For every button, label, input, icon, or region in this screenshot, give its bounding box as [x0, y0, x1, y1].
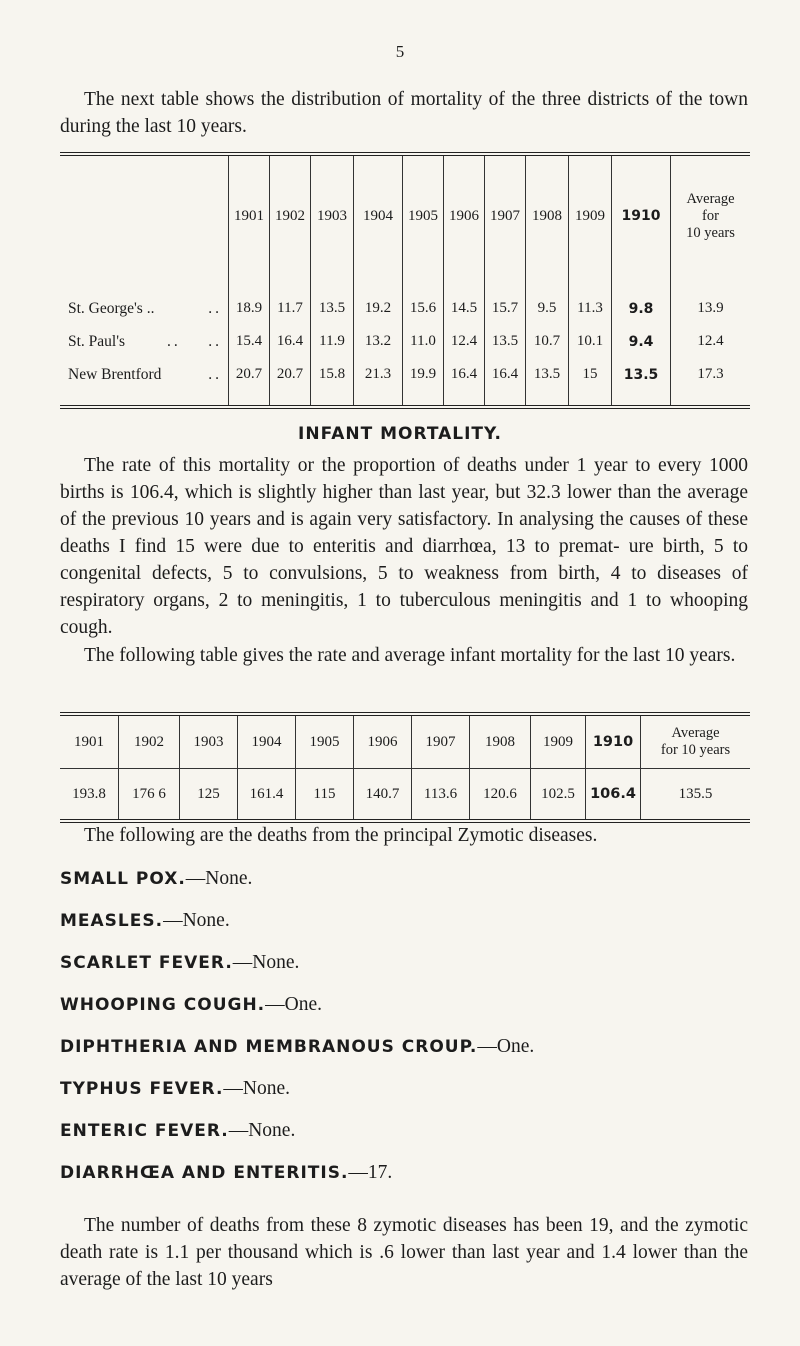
year-header: 1910 [612, 154, 671, 276]
year-header: 1907 [412, 714, 470, 769]
year-header: 1908 [526, 154, 569, 276]
rate-cell: 15.6 [403, 276, 444, 325]
rate-cell: 13.2 [354, 325, 403, 358]
year-header: 1907 [485, 154, 526, 276]
disease-count: —None. [228, 1120, 296, 1141]
rate-cell: 11.7 [270, 276, 311, 325]
district-name-cell [60, 325, 229, 358]
rate-cell: 115 [296, 769, 354, 822]
disease-name: TYPHUS FEVER. [60, 1079, 224, 1099]
rate-cell: 140.7 [354, 769, 412, 822]
district-name: St. Paul's [68, 332, 126, 350]
average-header [641, 714, 751, 769]
infant-mortality-heading: INFANT MORTALITY. [298, 424, 502, 444]
rate-cell: 9.8 [612, 276, 671, 325]
rate-cell: 120.6 [470, 769, 531, 822]
rate-cell: 13.5 [485, 325, 526, 358]
rate-cell: 21.3 [354, 358, 403, 407]
disease-count: —None. [223, 1078, 291, 1099]
year-header: 1910 [586, 714, 641, 769]
disease-entry [60, 1036, 534, 1058]
year-header: 1906 [444, 154, 485, 276]
disease-count: —One. [477, 1036, 535, 1057]
year-header: 1908 [470, 714, 531, 769]
rate-cell: 19.2 [354, 276, 403, 325]
district-name-cell [60, 276, 229, 325]
rate-cell: 10.1 [569, 325, 612, 358]
year-header: 1903 [180, 714, 238, 769]
page-number: 5 [395, 42, 405, 61]
rate-cell: 16.4 [444, 358, 485, 407]
disease-entry [60, 910, 230, 932]
leader-dots: .. [208, 299, 222, 317]
rate-cell: 10.7 [526, 325, 569, 358]
year-header: 1905 [403, 154, 444, 276]
disease-name: ENTERIC FEVER. [60, 1121, 229, 1141]
rate-cell: 20.7 [270, 358, 311, 407]
disease-name: DIARRHŒA AND ENTERITIS. [60, 1163, 349, 1183]
rate-cell: 15.8 [311, 358, 354, 407]
rate-cell: 106.4 [586, 769, 641, 822]
disease-count: —None. [185, 868, 253, 889]
disease-entry [60, 1162, 392, 1184]
rate-cell: 161.4 [238, 769, 296, 822]
district-name: New Brentford [68, 365, 162, 383]
disease-entry [60, 868, 252, 890]
year-header: 1902 [119, 714, 180, 769]
rate-cell: 16.4 [485, 358, 526, 407]
infant-rate-row [60, 769, 750, 822]
rate-cell: 113.6 [412, 769, 470, 822]
rate-cell: 9.4 [612, 325, 671, 358]
infant-table-intro: The following table gives the rate and average infant mortality for the last 10 years. [84, 645, 736, 666]
district-name: St. George's .. [68, 299, 155, 317]
disease-name: DIPHTHERIA AND MEMBRANOUS CROUP. [60, 1037, 478, 1057]
average-header-line: Average [686, 190, 735, 207]
average-header-line: 10 years [686, 224, 735, 241]
rate-cell: 13.5 [612, 358, 671, 407]
rate-cell: 11.3 [569, 276, 612, 325]
rate-cell: 20.7 [229, 358, 270, 407]
disease-count: —17. [348, 1162, 393, 1183]
year-header: 1901 [74, 733, 104, 750]
infant-table-header-row [60, 714, 750, 769]
year-header: 1909 [569, 154, 612, 276]
year-header: 1904 [238, 714, 296, 769]
year-header: 1906 [354, 714, 412, 769]
intro-paragraph: The next table shows the distribution of mortality of the three districts of the town during the last 10 years. [60, 89, 748, 137]
district-row [60, 276, 750, 325]
disease-count: —None. [232, 952, 300, 973]
district-table-stub-header [60, 154, 229, 276]
year-header: 1904 [354, 154, 403, 276]
rate-cell: 15.4 [229, 325, 270, 358]
disease-name: WHOOPING COUGH. [60, 995, 266, 1015]
infant-mortality-table [60, 712, 750, 823]
average-header-line: for [702, 207, 719, 224]
disease-entry [60, 1078, 290, 1100]
rate-cell: 15.7 [485, 276, 526, 325]
disease-count: —None. [163, 910, 230, 931]
year-header: 1901 [229, 154, 270, 276]
district-name-cell [60, 358, 229, 407]
average-cell: 17.3 [671, 358, 751, 407]
rate-cell: 13.5 [526, 358, 569, 407]
rate-cell: 16.4 [270, 325, 311, 358]
disease-name: MEASLES. [60, 911, 164, 931]
average-header-line: for 10 years [660, 742, 731, 758]
leader-dots: .. .. [167, 332, 222, 350]
average-header [671, 154, 751, 276]
average-cell: 13.9 [671, 276, 751, 325]
rate-cell: 13.5 [311, 276, 354, 325]
disease-entry [60, 952, 299, 974]
year-header: 1902 [270, 154, 311, 276]
rate-cell: 193.8 [60, 769, 119, 822]
average-cell: 12.4 [671, 325, 751, 358]
rate-cell: 102.5 [531, 769, 586, 822]
disease-count: —One. [265, 994, 323, 1015]
district-row [60, 358, 750, 407]
average-header-line: Average [671, 725, 720, 741]
district-row [60, 325, 750, 358]
average-cell: 135.5 [641, 769, 751, 822]
rate-cell: 14.5 [444, 276, 485, 325]
year-header: 1905 [296, 714, 354, 769]
year-header: 1903 [311, 154, 354, 276]
rate-cell: 176 6 [119, 769, 180, 822]
rate-cell: 9.5 [526, 276, 569, 325]
district-mortality-table [60, 152, 750, 409]
rate-cell: 15 [569, 358, 612, 407]
leader-dots: .. [208, 365, 222, 383]
rate-cell: 11.9 [311, 325, 354, 358]
year-header: 1909 [531, 714, 586, 769]
rate-cell: 18.9 [229, 276, 270, 325]
zymotic-intro: The following are the deaths from the principal Zymotic diseases. [84, 825, 598, 846]
disease-name: SMALL POX. [60, 869, 186, 889]
infant-mortality-paragraph: The rate of this mortality or the proportion of deaths under 1 year to every 1000 births is 106.4, which is slightly higher than last year, but 32.3 lower than the average of the previous 10 years and is again very satisfactory. In analysing the causes of these deaths I find 15 were due to enteritis and diarrhœa, 13 to premat- ure birth, 5 to congenital defects, 5 to convulsions, 5 to weakness from birth, 4 to diseases of respiratory organs, 2 to meningitis, 1 to tuberculous meningitis and 1 to whooping cough. [60, 455, 748, 638]
rate-cell: 12.4 [444, 325, 485, 358]
district-table-header-row [60, 154, 750, 276]
closing-paragraph: The number of deaths from these 8 zymotic diseases has been 19, and the zymotic death rate is 1.1 per thousand which is .6 lower than last year and 1.4 lower than the average of the last 10 years [60, 1215, 748, 1290]
rate-cell: 11.0 [403, 325, 444, 358]
rate-cell: 125 [180, 769, 238, 822]
disease-entry [60, 1120, 295, 1142]
disease-name: SCARLET FEVER. [60, 953, 233, 973]
rate-cell: 19.9 [403, 358, 444, 407]
disease-entry [60, 994, 322, 1016]
